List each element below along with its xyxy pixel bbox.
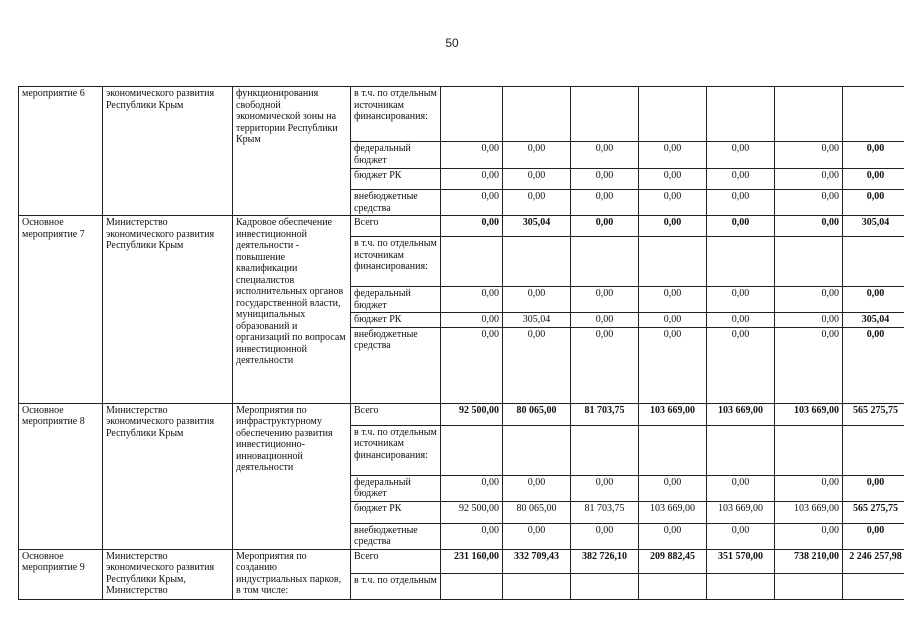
value-cell bbox=[441, 87, 503, 142]
value-cell bbox=[707, 237, 775, 287]
value-cell: 0,00 bbox=[441, 169, 503, 190]
value-cell bbox=[503, 425, 571, 475]
value-cell: 0,00 bbox=[503, 142, 571, 169]
value-cell bbox=[775, 237, 843, 287]
value-cell: 81 703,75 bbox=[571, 403, 639, 425]
value-cell: 0,00 bbox=[571, 142, 639, 169]
activity-cell: Кадровое обеспечение инвестиционной деятельности - повышение квалификации специалистов исполнительных органов государственной власти, муниципальных образований и организаций по вопросам инвестиционной деятельности bbox=[233, 216, 351, 404]
value-cell: 0,00 bbox=[571, 475, 639, 501]
value-cell: 0,00 bbox=[503, 190, 571, 216]
source-cell: внебюджетные средства bbox=[351, 327, 441, 403]
total-cell: 305,04 bbox=[843, 313, 904, 328]
event-cell: мероприятие 6 bbox=[19, 87, 103, 216]
value-cell: 0,00 bbox=[707, 190, 775, 216]
total-cell: 2 246 257,98 bbox=[843, 549, 904, 573]
total-cell: 0,00 bbox=[843, 190, 904, 216]
source-cell: бюджет РК bbox=[351, 169, 441, 190]
value-cell bbox=[571, 87, 639, 142]
value-cell bbox=[639, 425, 707, 475]
value-cell: 103 669,00 bbox=[707, 501, 775, 523]
source-cell: в т.ч. по отдельным источникам финансирования: bbox=[351, 237, 441, 287]
source-cell: Всего bbox=[351, 403, 441, 425]
value-cell: 0,00 bbox=[571, 327, 639, 403]
value-cell: 81 703,75 bbox=[571, 501, 639, 523]
value-cell: 0,00 bbox=[639, 169, 707, 190]
value-cell: 0,00 bbox=[707, 523, 775, 549]
value-cell: 0,00 bbox=[639, 190, 707, 216]
source-cell: бюджет РК bbox=[351, 313, 441, 328]
value-cell: 305,04 bbox=[503, 313, 571, 328]
value-cell: 80 065,00 bbox=[503, 403, 571, 425]
source-cell: в т.ч. по отдельным источникам финансирования: bbox=[351, 87, 441, 142]
total-cell bbox=[843, 87, 904, 142]
total-cell: 565 275,75 bbox=[843, 403, 904, 425]
table-row bbox=[19, 549, 904, 573]
total-cell: 305,04 bbox=[843, 216, 904, 237]
value-cell: 0,00 bbox=[639, 142, 707, 169]
value-cell: 0,00 bbox=[639, 313, 707, 328]
value-cell: 0,00 bbox=[503, 327, 571, 403]
source-cell: бюджет РК bbox=[351, 501, 441, 523]
value-cell bbox=[503, 87, 571, 142]
value-cell bbox=[441, 237, 503, 287]
value-cell bbox=[571, 573, 639, 599]
value-cell: 0,00 bbox=[775, 475, 843, 501]
executor-cell: Министерство экономического развития Республики Крым bbox=[103, 216, 233, 404]
value-cell: 0,00 bbox=[503, 523, 571, 549]
value-cell bbox=[775, 425, 843, 475]
source-cell: федеральный бюджет bbox=[351, 287, 441, 313]
value-cell: 92 500,00 bbox=[441, 501, 503, 523]
value-cell: 103 669,00 bbox=[775, 501, 843, 523]
value-cell: 0,00 bbox=[441, 327, 503, 403]
value-cell bbox=[503, 573, 571, 599]
value-cell: 80 065,00 bbox=[503, 501, 571, 523]
value-cell bbox=[571, 425, 639, 475]
value-cell: 0,00 bbox=[441, 190, 503, 216]
value-cell: 738 210,00 bbox=[775, 549, 843, 573]
total-cell: 565 275,75 bbox=[843, 501, 904, 523]
value-cell: 0,00 bbox=[639, 523, 707, 549]
value-cell: 0,00 bbox=[571, 190, 639, 216]
value-cell bbox=[775, 573, 843, 599]
value-cell: 103 669,00 bbox=[775, 403, 843, 425]
value-cell: 0,00 bbox=[775, 190, 843, 216]
value-cell: 0,00 bbox=[441, 313, 503, 328]
table-row bbox=[19, 87, 904, 142]
source-cell: федеральный бюджет bbox=[351, 475, 441, 501]
activity-cell: функционирования свободной экономической зоны на территории Республики Крым bbox=[233, 87, 351, 216]
value-cell: 92 500,00 bbox=[441, 403, 503, 425]
value-cell: 0,00 bbox=[571, 169, 639, 190]
total-cell: 0,00 bbox=[843, 142, 904, 169]
value-cell bbox=[775, 87, 843, 142]
total-cell: 0,00 bbox=[843, 169, 904, 190]
total-cell: 0,00 bbox=[843, 327, 904, 403]
value-cell: 0,00 bbox=[503, 287, 571, 313]
value-cell bbox=[707, 425, 775, 475]
total-cell bbox=[843, 573, 904, 599]
event-cell: Основное мероприятие 9 bbox=[19, 549, 103, 599]
value-cell: 0,00 bbox=[571, 313, 639, 328]
value-cell: 0,00 bbox=[775, 142, 843, 169]
value-cell: 0,00 bbox=[707, 142, 775, 169]
value-cell: 0,00 bbox=[441, 216, 503, 237]
value-cell: 0,00 bbox=[571, 216, 639, 237]
value-cell: 0,00 bbox=[707, 475, 775, 501]
value-cell bbox=[639, 237, 707, 287]
value-cell: 0,00 bbox=[775, 169, 843, 190]
value-cell: 0,00 bbox=[775, 287, 843, 313]
total-cell bbox=[843, 425, 904, 475]
value-cell: 0,00 bbox=[571, 287, 639, 313]
value-cell: 0,00 bbox=[707, 216, 775, 237]
value-cell: 0,00 bbox=[775, 216, 843, 237]
event-cell: Основное мероприятие 7 bbox=[19, 216, 103, 404]
value-cell: 382 726,10 bbox=[571, 549, 639, 573]
value-cell: 351 570,00 bbox=[707, 549, 775, 573]
budget-table bbox=[18, 86, 904, 600]
source-cell: Всего bbox=[351, 216, 441, 237]
value-cell: 103 669,00 bbox=[639, 403, 707, 425]
value-cell: 0,00 bbox=[707, 287, 775, 313]
value-cell: 0,00 bbox=[441, 142, 503, 169]
value-cell bbox=[639, 573, 707, 599]
executor-cell: Министерство экономического развития Республики Крым, Министерство bbox=[103, 549, 233, 599]
source-cell: в т.ч. по отдельным источникам финансирования: bbox=[351, 425, 441, 475]
value-cell: 0,00 bbox=[441, 287, 503, 313]
total-cell bbox=[843, 237, 904, 287]
executor-cell: экономического развития Республики Крым bbox=[103, 87, 233, 216]
source-cell: внебюджетные средства bbox=[351, 523, 441, 549]
value-cell: 0,00 bbox=[775, 327, 843, 403]
value-cell: 231 160,00 bbox=[441, 549, 503, 573]
table-row bbox=[19, 216, 904, 237]
value-cell bbox=[503, 237, 571, 287]
activity-cell: Мероприятия по созданию индустриальных парков, в том числе: bbox=[233, 549, 351, 599]
value-cell: 0,00 bbox=[639, 287, 707, 313]
value-cell bbox=[441, 573, 503, 599]
source-cell: Всего bbox=[351, 549, 441, 573]
value-cell: 103 669,00 bbox=[639, 501, 707, 523]
total-cell: 0,00 bbox=[843, 475, 904, 501]
value-cell bbox=[571, 237, 639, 287]
value-cell: 0,00 bbox=[639, 327, 707, 403]
value-cell: 103 669,00 bbox=[707, 403, 775, 425]
page-number: 50 bbox=[445, 36, 459, 50]
event-cell: Основное мероприятие 8 bbox=[19, 403, 103, 549]
value-cell: 305,04 bbox=[503, 216, 571, 237]
activity-cell: Мероприятия по инфраструктурному обеспечению развития инвестиционно-инновационной деятельности bbox=[233, 403, 351, 549]
total-cell: 0,00 bbox=[843, 287, 904, 313]
value-cell bbox=[707, 573, 775, 599]
value-cell: 0,00 bbox=[639, 475, 707, 501]
executor-cell: Министерство экономического развития Республики Крым bbox=[103, 403, 233, 549]
value-cell: 0,00 bbox=[707, 313, 775, 328]
source-cell: федеральный бюджет bbox=[351, 142, 441, 169]
value-cell: 209 882,45 bbox=[639, 549, 707, 573]
source-cell: в т.ч. по отдельным bbox=[351, 573, 441, 599]
value-cell: 0,00 bbox=[775, 313, 843, 328]
value-cell: 0,00 bbox=[707, 169, 775, 190]
value-cell: 0,00 bbox=[775, 523, 843, 549]
value-cell: 0,00 bbox=[571, 523, 639, 549]
value-cell: 0,00 bbox=[503, 169, 571, 190]
value-cell: 0,00 bbox=[441, 475, 503, 501]
value-cell bbox=[707, 87, 775, 142]
table-row bbox=[19, 403, 904, 425]
value-cell: 0,00 bbox=[441, 523, 503, 549]
total-cell: 0,00 bbox=[843, 523, 904, 549]
value-cell: 332 709,43 bbox=[503, 549, 571, 573]
source-cell: внебюджетные средства bbox=[351, 190, 441, 216]
value-cell bbox=[441, 425, 503, 475]
value-cell bbox=[639, 87, 707, 142]
value-cell: 0,00 bbox=[707, 327, 775, 403]
value-cell: 0,00 bbox=[503, 475, 571, 501]
value-cell: 0,00 bbox=[639, 216, 707, 237]
